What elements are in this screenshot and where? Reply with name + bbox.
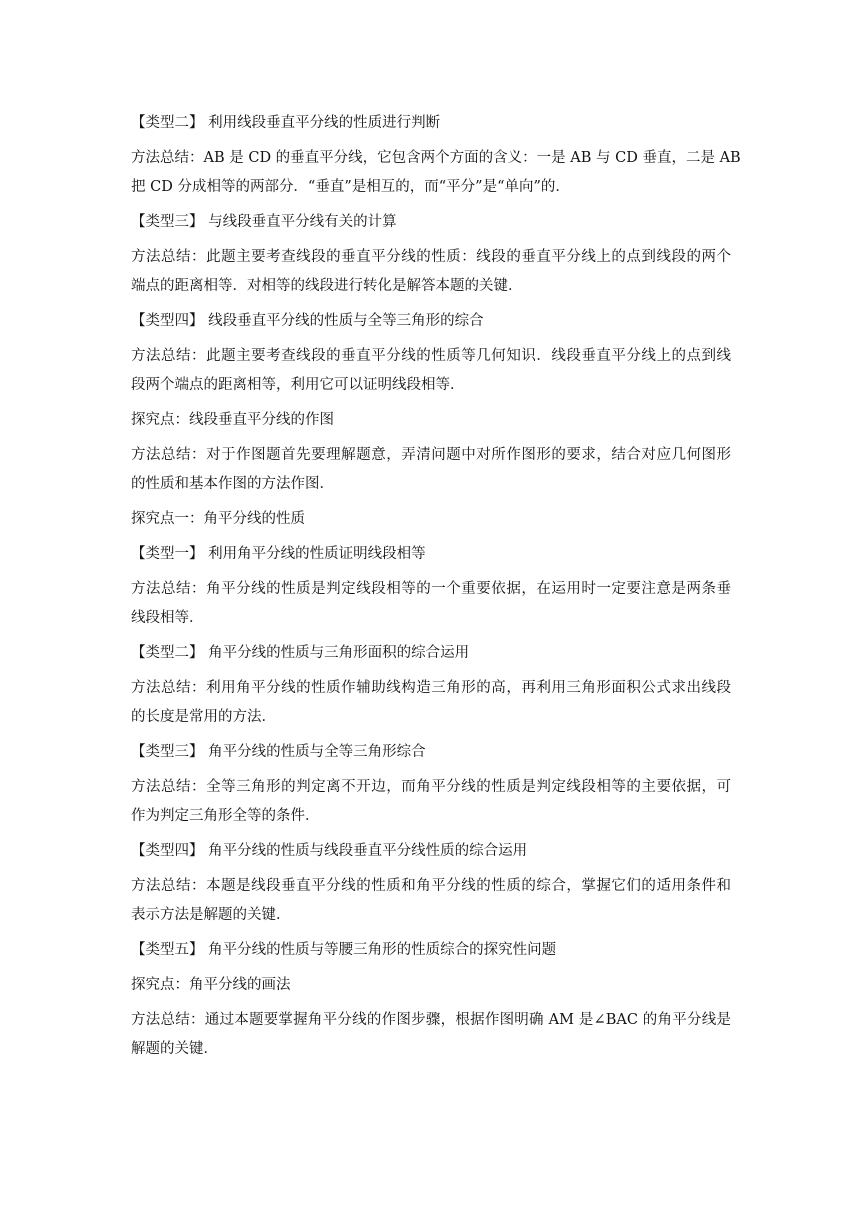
section-heading-type5-angle-bisector: 【类型五】 角平分线的性质与等腰三角形的性质综合的探究性问题	[131, 942, 557, 958]
paragraph-line: 表示方法是解题的关键．	[131, 907, 291, 923]
method-summary-paragraph	[131, 342, 731, 400]
document-page	[131, 109, 741, 1070]
paragraph-line: 方法总结：通过本题要掌握角平分线的作图步骤，根据作图明确 AM 是∠BAC 的角平分线是	[131, 1012, 731, 1028]
method-summary-paragraph	[131, 441, 731, 499]
section-heading-type2-angle-bisector: 【类型二】 角平分线的性质与三角形面积的综合运用	[131, 645, 470, 661]
paragraph-line: 方法总结：AB 是 CD 的垂直平分线，它包含两个方面的含义：一是 AB 与 CD 垂直，二是 AB	[131, 150, 741, 166]
method-summary-paragraph	[131, 674, 731, 732]
section-heading-angle-bisector-property: 探究点一：角平分线的性质	[131, 511, 305, 527]
method-summary-paragraph	[131, 773, 731, 831]
paragraph-line: 方法总结：全等三角形的判定离不开边，而角平分线的性质是判定线段相等的主要依据，可	[131, 779, 731, 795]
method-summary-paragraph	[131, 872, 731, 930]
method-summary-paragraph	[131, 144, 741, 202]
section-heading-type2-perpendicular-bisector: 【类型二】 利用线段垂直平分线的性质进行判断	[131, 115, 441, 131]
section-heading-type4-perpendicular-bisector: 【类型四】 线段垂直平分线的性质与全等三角形的综合	[131, 313, 484, 329]
paragraph-line: 把 CD 分成相等的两部分．“垂直”是相互的，而“平分”是“单向”的．	[131, 179, 570, 195]
section-heading-type1-angle-bisector: 【类型一】 利用角平分线的性质证明线段相等	[131, 546, 426, 562]
section-heading-angle-bisector-drawing: 探究点：角平分线的画法	[131, 977, 291, 993]
paragraph-line: 方法总结：此题主要考查线段的垂直平分线的性质：线段的垂直平分线上的点到线段的两个	[131, 249, 731, 265]
paragraph-line: 方法总结：角平分线的性质是判定线段相等的一个重要依据，在运用时一定要注意是两条垂	[131, 581, 731, 597]
paragraph-line: 方法总结：本题是线段垂直平分线的性质和角平分线的性质的综合，掌握它们的适用条件和	[131, 878, 731, 894]
paragraph-line: 作为判定三角形全等的条件．	[131, 808, 320, 824]
paragraph-line: 线段相等．	[131, 610, 204, 626]
paragraph-line: 方法总结：对于作图题首先要理解题意，弄清问题中对所作图形的要求，结合对应几何图形	[131, 447, 731, 463]
section-heading-type3-perpendicular-bisector: 【类型三】 与线段垂直平分线有关的计算	[131, 214, 397, 230]
paragraph-line: 的长度是常用的方法．	[131, 709, 276, 725]
paragraph-line: 端点的距离相等．对相等的线段进行转化是解答本题的关键．	[131, 278, 523, 294]
paragraph-line: 方法总结：此题主要考查线段的垂直平分线的性质等几何知识．线段垂直平分线上的点到线	[131, 348, 731, 364]
paragraph-line: 段两个端点的距离相等，利用它可以证明线段相等．	[131, 377, 465, 393]
paragraph-line: 方法总结：利用角平分线的性质作辅助线构造三角形的高，再利用三角形面积公式求出线段	[131, 680, 731, 696]
paragraph-line: 的性质和基本作图的方法作图．	[131, 476, 334, 492]
section-heading-type3-angle-bisector: 【类型三】 角平分线的性质与全等三角形综合	[131, 744, 426, 760]
method-summary-paragraph	[131, 575, 731, 633]
method-summary-paragraph	[131, 243, 731, 301]
paragraph-line: 解题的关键．	[131, 1041, 218, 1057]
section-heading-bisector-construction: 探究点：线段垂直平分线的作图	[131, 412, 334, 428]
method-summary-paragraph	[131, 1006, 731, 1064]
section-heading-type4-angle-bisector: 【类型四】 角平分线的性质与线段垂直平分线性质的综合运用	[131, 843, 528, 859]
